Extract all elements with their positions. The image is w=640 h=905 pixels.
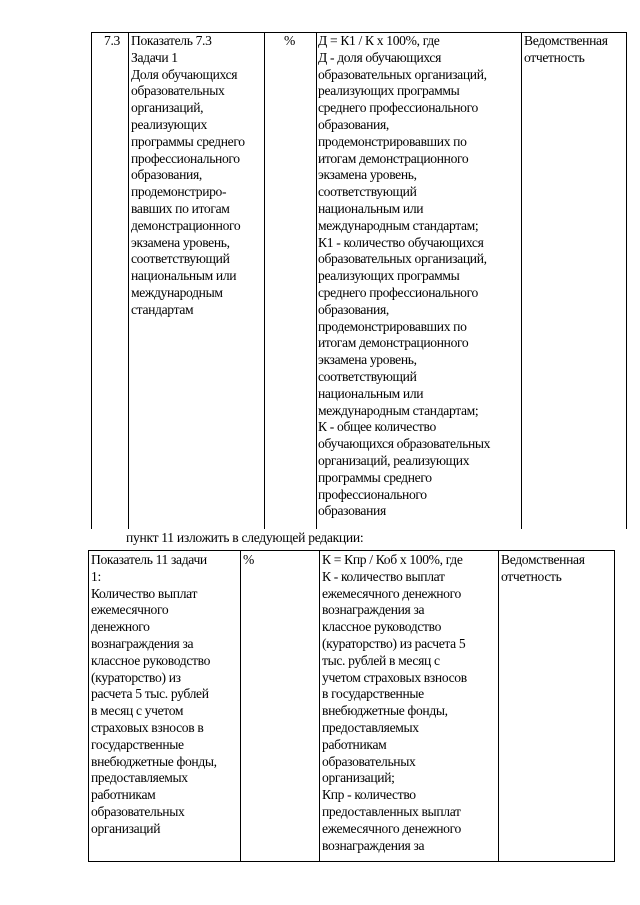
table2-border-3 — [498, 550, 499, 862]
text-line: вознаграждения за — [91, 635, 194, 651]
text-line: продемонстрировавших по — [318, 318, 467, 334]
text-line: Показатель 11 задачи — [91, 552, 207, 567]
table1-border-right — [626, 32, 627, 529]
text-line: предоставляемых — [322, 719, 419, 735]
text-line: образования — [318, 503, 386, 519]
text-line: соответствующий — [318, 368, 417, 384]
text-line: Доля обучающихся — [131, 66, 238, 82]
text-line: образовательных — [131, 83, 225, 99]
text-line: ежемесячного — [91, 602, 169, 618]
text-line: предоставленных выплат — [322, 803, 461, 819]
text-line: внебюджетные фонды, — [322, 703, 448, 719]
text-line: итогам демонстрационного — [318, 335, 469, 351]
text-line: вознаграждения за — [322, 837, 425, 853]
text-line: среднего профессионального — [318, 100, 478, 116]
text-line: экзамена уровень, — [131, 234, 230, 250]
text-line: образовательных организаций, — [318, 66, 487, 82]
table2-border-right — [614, 550, 615, 862]
text-line: (кураторство) из — [91, 669, 181, 685]
text-line: классное руководство — [322, 619, 442, 635]
data-source — [501, 552, 613, 586]
amendment-instruction: пункт 11 изложить в следующей редакции: — [126, 530, 364, 545]
text-line: международным стандартам; — [318, 402, 479, 418]
text-line: продемонстрировавших по — [318, 133, 467, 149]
text-line: национальным или — [318, 385, 424, 401]
text-line: национальным или — [131, 268, 237, 284]
text-line: Ведомственная — [524, 33, 608, 48]
data-source — [524, 33, 626, 67]
text-line: соответствующий — [318, 184, 417, 200]
text-line: ежемесячного денежного — [322, 585, 461, 601]
text-line: экзамена уровень, — [318, 167, 417, 183]
text-line: реализующих программы — [318, 83, 460, 99]
text-line: организаций; — [322, 770, 395, 786]
text-line: (кураторство) из расчета 5 — [322, 635, 466, 651]
text-line: Задачи 1 — [131, 49, 178, 65]
text-line: продемонстриро- — [131, 184, 227, 200]
text-line: ежемесячного денежного — [322, 820, 461, 836]
text-line: профессионального — [131, 150, 240, 166]
text-line: Д = К1 / К х 100%, где — [318, 33, 440, 48]
text-line: Показатель 7.3 — [131, 33, 212, 48]
text-line: программы среднего — [131, 133, 245, 149]
text-line: международным стандартам; — [318, 217, 479, 233]
text-line: обучающихся образовательных — [318, 436, 491, 452]
text-line: профессионального — [318, 486, 427, 502]
text-line: предоставляемых — [91, 770, 188, 786]
row-number: 7.3 — [104, 33, 120, 48]
text-line: международным — [131, 284, 223, 300]
text-line: соответствующий — [131, 251, 230, 267]
text-line: вавших по итогам — [131, 200, 230, 216]
text-line: в месяц с учетом — [91, 703, 184, 719]
table2-border-left — [88, 550, 89, 862]
text-line: К - общее количество — [318, 419, 436, 435]
text-line: итогам демонстрационного — [318, 150, 469, 166]
table1-border-left — [91, 32, 92, 529]
text-line: классное руководство — [91, 652, 211, 668]
text-line: национальным или — [318, 200, 424, 216]
table1-border-1 — [128, 32, 129, 529]
text-line: страховых взносов в — [91, 719, 204, 735]
text-line: государственные — [91, 736, 184, 752]
text-line: среднего профессионального — [318, 284, 478, 300]
text-line: работникам — [322, 736, 387, 752]
indicator-name — [131, 33, 266, 319]
text-line: внебюджетные фонды, — [91, 753, 217, 769]
text-line: организаций, реализующих — [318, 452, 470, 468]
text-line: в государственные — [322, 686, 424, 702]
text-line: демонстрационного — [131, 217, 241, 233]
text-line: образования, — [131, 167, 202, 183]
text-line: образовательных организаций, — [318, 251, 487, 267]
text-line: К - количество выплат — [322, 568, 445, 584]
text-line: образования, — [318, 116, 389, 132]
text-line: Ведомственная — [501, 552, 585, 567]
formula-description — [318, 33, 524, 520]
text-line: К1 - количество обучающихся — [318, 234, 484, 250]
text-line: образования, — [318, 301, 389, 317]
text-line: Кпр - количество — [322, 787, 416, 803]
text-line: стандартам — [131, 301, 194, 317]
text-line: организаций, — [131, 100, 204, 116]
text-line: работникам — [91, 787, 156, 803]
unit-percent: % — [243, 552, 254, 567]
text-line: Д - доля обучающихся — [318, 49, 442, 65]
text-line: реализующих программы — [318, 268, 460, 284]
table1-border-3 — [316, 32, 317, 529]
text-line: 1: — [91, 568, 101, 584]
text-line: вознаграждения за — [322, 602, 425, 618]
text-line: отчетность — [501, 568, 562, 584]
text-line: программы среднего — [318, 469, 432, 485]
text-line: тыс. рублей в месяц с — [322, 652, 440, 668]
formula-description — [322, 552, 498, 854]
text-line: расчета 5 тыс. рублей — [91, 686, 209, 702]
text-line: денежного — [91, 619, 150, 635]
indicator-name — [91, 552, 241, 838]
text-line: К = Кпр / Коб х 100%, где — [322, 552, 463, 567]
text-line: образовательных — [322, 753, 416, 769]
text-line: реализующих — [131, 116, 207, 132]
text-line: Количество выплат — [91, 585, 198, 601]
text-line: организаций — [91, 820, 161, 836]
text-line: экзамена уровень, — [318, 352, 417, 368]
text-line: учетом страховых взносов — [322, 669, 467, 685]
unit-percent: % — [284, 33, 295, 48]
table2-bottom-border — [88, 861, 614, 862]
table2-border-2 — [319, 550, 320, 862]
table2-top-border — [88, 550, 614, 551]
text-line: образовательных — [91, 803, 185, 819]
text-line: отчетность — [524, 49, 585, 65]
